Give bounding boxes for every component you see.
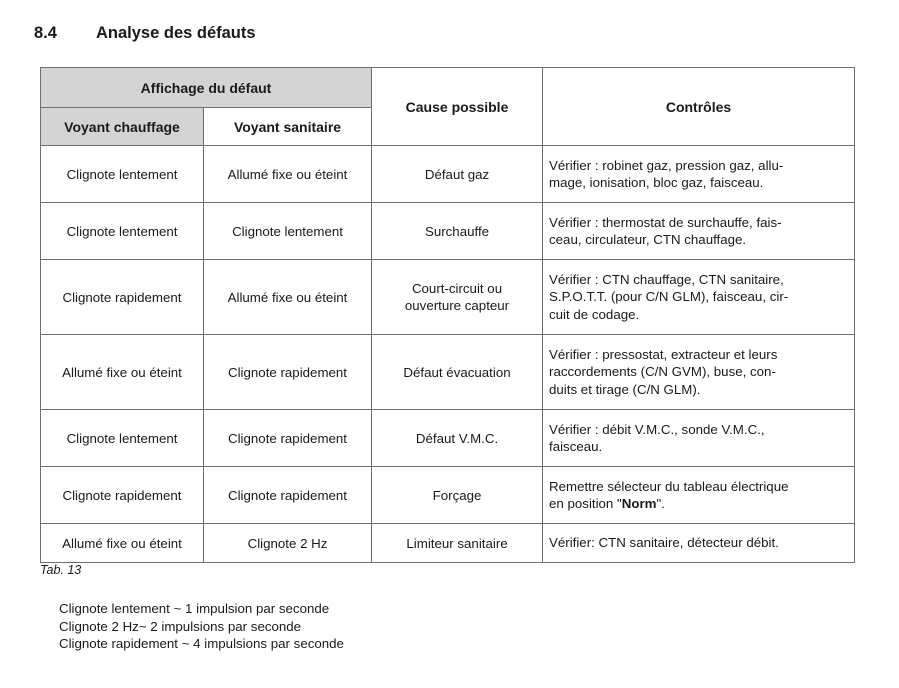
cause-line: Court-circuit ou bbox=[411, 280, 503, 296]
table-row bbox=[41, 335, 855, 410]
checks-line: S.P.O.T.T. (pour C/N GLM), faisceau, cir- bbox=[549, 289, 789, 305]
table-caption: Tab. 13 bbox=[40, 563, 82, 577]
checks-line: duits et tirage (C/N GLM). bbox=[549, 381, 701, 397]
checks-line: Vérifier : pressostat, extracteur et leurs bbox=[549, 346, 778, 362]
table-row bbox=[41, 203, 855, 260]
cause-cell: Défaut évacuation bbox=[372, 335, 543, 410]
sanitary-cell: Clignote lentement bbox=[204, 203, 372, 260]
header-checks: Contrôles bbox=[543, 68, 855, 146]
checks-cell bbox=[543, 335, 855, 410]
checks-line: Vérifier : débit V.M.C., sonde V.M.C., bbox=[549, 421, 765, 437]
table-row bbox=[41, 146, 855, 203]
header-fault-display: Affichage du défaut bbox=[41, 68, 372, 108]
checks-line: Vérifier : thermostat de surchauffe, fais- bbox=[549, 214, 782, 230]
cause-cell: Forçage bbox=[372, 467, 543, 524]
cause-cell bbox=[372, 260, 543, 335]
heating-cell: Clignote lentement bbox=[41, 203, 204, 260]
blink-legend bbox=[59, 600, 344, 653]
heating-cell: Clignote lentement bbox=[41, 146, 204, 203]
checks-line: Vérifier: CTN sanitaire, détecteur débit. bbox=[549, 535, 779, 551]
checks-line: Vérifier : robinet gaz, pression gaz, allu- bbox=[549, 157, 784, 173]
checks-cell bbox=[543, 410, 855, 467]
header-heating-light: Voyant chauffage bbox=[41, 108, 204, 146]
cause-cell: Défaut V.M.C. bbox=[372, 410, 543, 467]
sanitary-cell: Allumé fixe ou éteint bbox=[204, 260, 372, 335]
checks-line: raccordements (C/N GVM), buse, con- bbox=[549, 364, 776, 380]
legend-line: Clignote 2 Hz~ 2 impulsions par seconde bbox=[59, 618, 302, 634]
norm-keyword: Norm bbox=[621, 496, 657, 511]
checks-line: Remettre sélecteur du tableau électrique bbox=[549, 478, 789, 494]
fault-analysis-table bbox=[40, 67, 855, 563]
checks-text: ". bbox=[656, 496, 665, 511]
cause-line: ouverture capteur bbox=[404, 298, 510, 313]
legend-line: Clignote lentement ~ 1 impulsion par seconde bbox=[59, 601, 330, 616]
checks-line: cuit de codage. bbox=[549, 306, 640, 322]
sanitary-cell: Clignote 2 Hz bbox=[204, 524, 372, 563]
sanitary-cell: Clignote rapidement bbox=[204, 467, 372, 524]
sanitary-cell: Clignote rapidement bbox=[204, 410, 372, 467]
sanitary-cell: Clignote rapidement bbox=[204, 335, 372, 410]
header-cause: Cause possible bbox=[372, 68, 543, 146]
sanitary-cell: Allumé fixe ou éteint bbox=[204, 146, 372, 203]
checks-cell bbox=[543, 260, 855, 335]
cause-cell: Limiteur sanitaire bbox=[372, 524, 543, 563]
checks-cell bbox=[543, 203, 855, 260]
header-sanitary-light: Voyant sanitaire bbox=[204, 108, 372, 146]
checks-line bbox=[549, 495, 848, 513]
heating-cell: Clignote rapidement bbox=[41, 467, 204, 524]
checks-line: ceau, circulateur, CTN chauffage. bbox=[549, 232, 747, 247]
section-number: 8.4 bbox=[34, 24, 57, 42]
table-row bbox=[41, 524, 855, 563]
table-row bbox=[41, 410, 855, 467]
table-row bbox=[41, 467, 855, 524]
heating-cell: Clignote lentement bbox=[41, 410, 204, 467]
checks-line: faisceau. bbox=[549, 439, 603, 454]
section-title: Analyse des défauts bbox=[96, 24, 256, 42]
heating-cell: Allumé fixe ou éteint bbox=[41, 524, 204, 563]
checks-text: en position " bbox=[549, 496, 622, 511]
section-heading bbox=[34, 24, 256, 43]
table-row bbox=[41, 260, 855, 335]
legend-line: Clignote rapidement ~ 4 impulsions par seconde bbox=[59, 636, 344, 651]
cause-cell: Défaut gaz bbox=[372, 146, 543, 203]
heating-cell: Clignote rapidement bbox=[41, 260, 204, 335]
checks-cell bbox=[543, 524, 855, 563]
checks-cell bbox=[543, 467, 855, 524]
cause-cell: Surchauffe bbox=[372, 203, 543, 260]
checks-cell bbox=[543, 146, 855, 203]
checks-line: mage, ionisation, bloc gaz, faisceau. bbox=[549, 175, 764, 190]
checks-line: Vérifier : CTN chauffage, CTN sanitaire, bbox=[549, 271, 784, 287]
heating-cell: Allumé fixe ou éteint bbox=[41, 335, 204, 410]
